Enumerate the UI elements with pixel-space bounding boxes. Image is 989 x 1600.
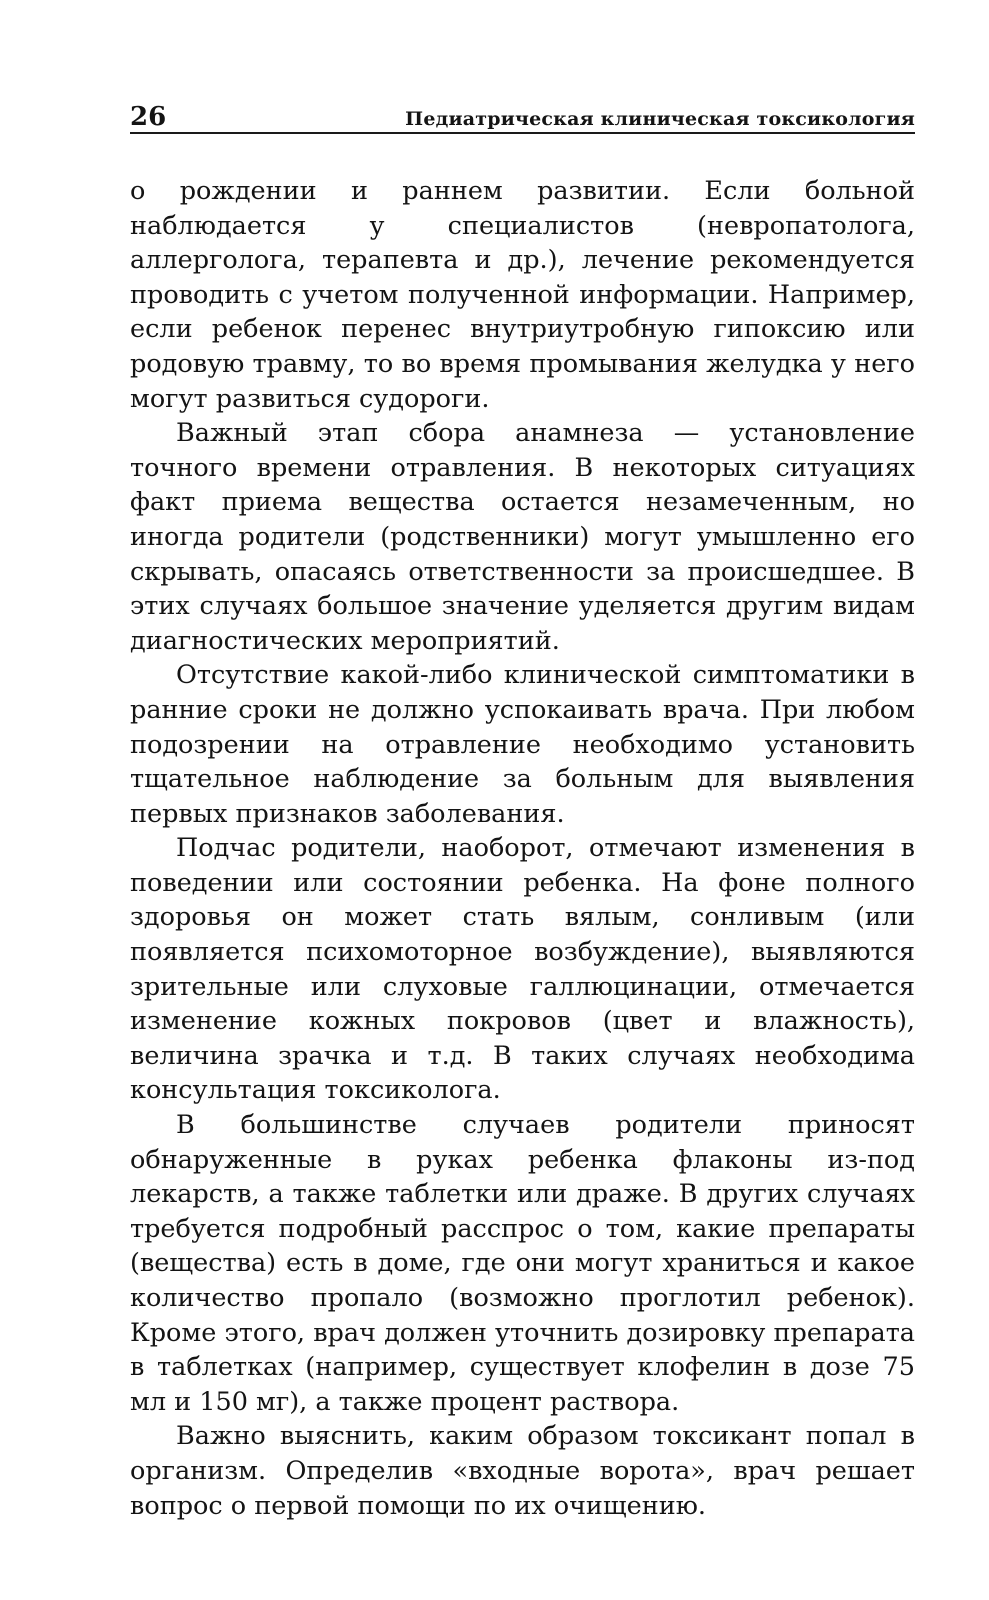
book-page bbox=[130, 100, 915, 1523]
paragraph-behavior-changes: Подчас родители, наоборот, отмечают изменения в поведении или состоянии ребенка. На фоне полного здоровья он может стать вялым, сонливым (или появляется психомоторное возбуждение), выявляются зрительные или слуховые галлюцинации, отмечается изменение кожных покровов (цвет и влажность), величина зрачка и т.д. В таких случаях необходима консультация токсиколога. bbox=[130, 833, 915, 1106]
paragraph-continuation: о рождении и раннем развитии. Если больной наблюдается у специалистов (невропатолога, аллерголога, терапевта и др.), лечение рекомендуется проводить с учетом полученной информации. Например, если ребенок перенес внутриутробную гипоксию или родовую травму, то во время промывания желудка у него могут развиться судороги. bbox=[130, 176, 915, 414]
paragraph-anamnesis-timing: Важный этап сбора анамнеза — установление точного времени отравления. В некоторых ситуациях факт приема вещества остается незамеченным, но иногда родители (родственники) могут умышленно его скрывать, опасаясь ответственности за происшедшее. В этих случаях большое значение уделяется другим видам диагностических мероприятий. bbox=[130, 418, 915, 656]
page-number: 26 bbox=[130, 102, 167, 132]
paragraph-medication-inquiry: В большинстве случаев родители приносят обнаруженные в руках ребенка флаконы из-под лекарств, а также таблетки или драже. В других случаях требуется подробный расспрос о том, какие препараты (вещества) есть в доме, где они могут храниться и какое количество пропало (возможно проглотил ребенок). Кроме этого, врач должен уточнить дозировку препарата в таблетках (например, существует клофелин в дозе 75 мл и 150 мг), а также процент раствора. bbox=[130, 1110, 915, 1417]
paragraph-entry-route: Важно выяснить, каким образом токсикант попал в организм. Определив «входные ворота», врач решает вопрос о первой помощи по их очищению. bbox=[130, 1421, 915, 1521]
body-text bbox=[130, 174, 915, 1523]
running-header bbox=[130, 100, 915, 134]
paragraph-absent-symptoms: Отсутствие какой-либо клинической симптоматики в ранние сроки не должно успокаивать врача. При любом подозрении на отравление необходимо установить тщательное наблюдение за больным для выявления первых признаков заболевания. bbox=[130, 660, 915, 829]
running-title: Педиатрическая клиническая токсикология bbox=[405, 108, 915, 130]
